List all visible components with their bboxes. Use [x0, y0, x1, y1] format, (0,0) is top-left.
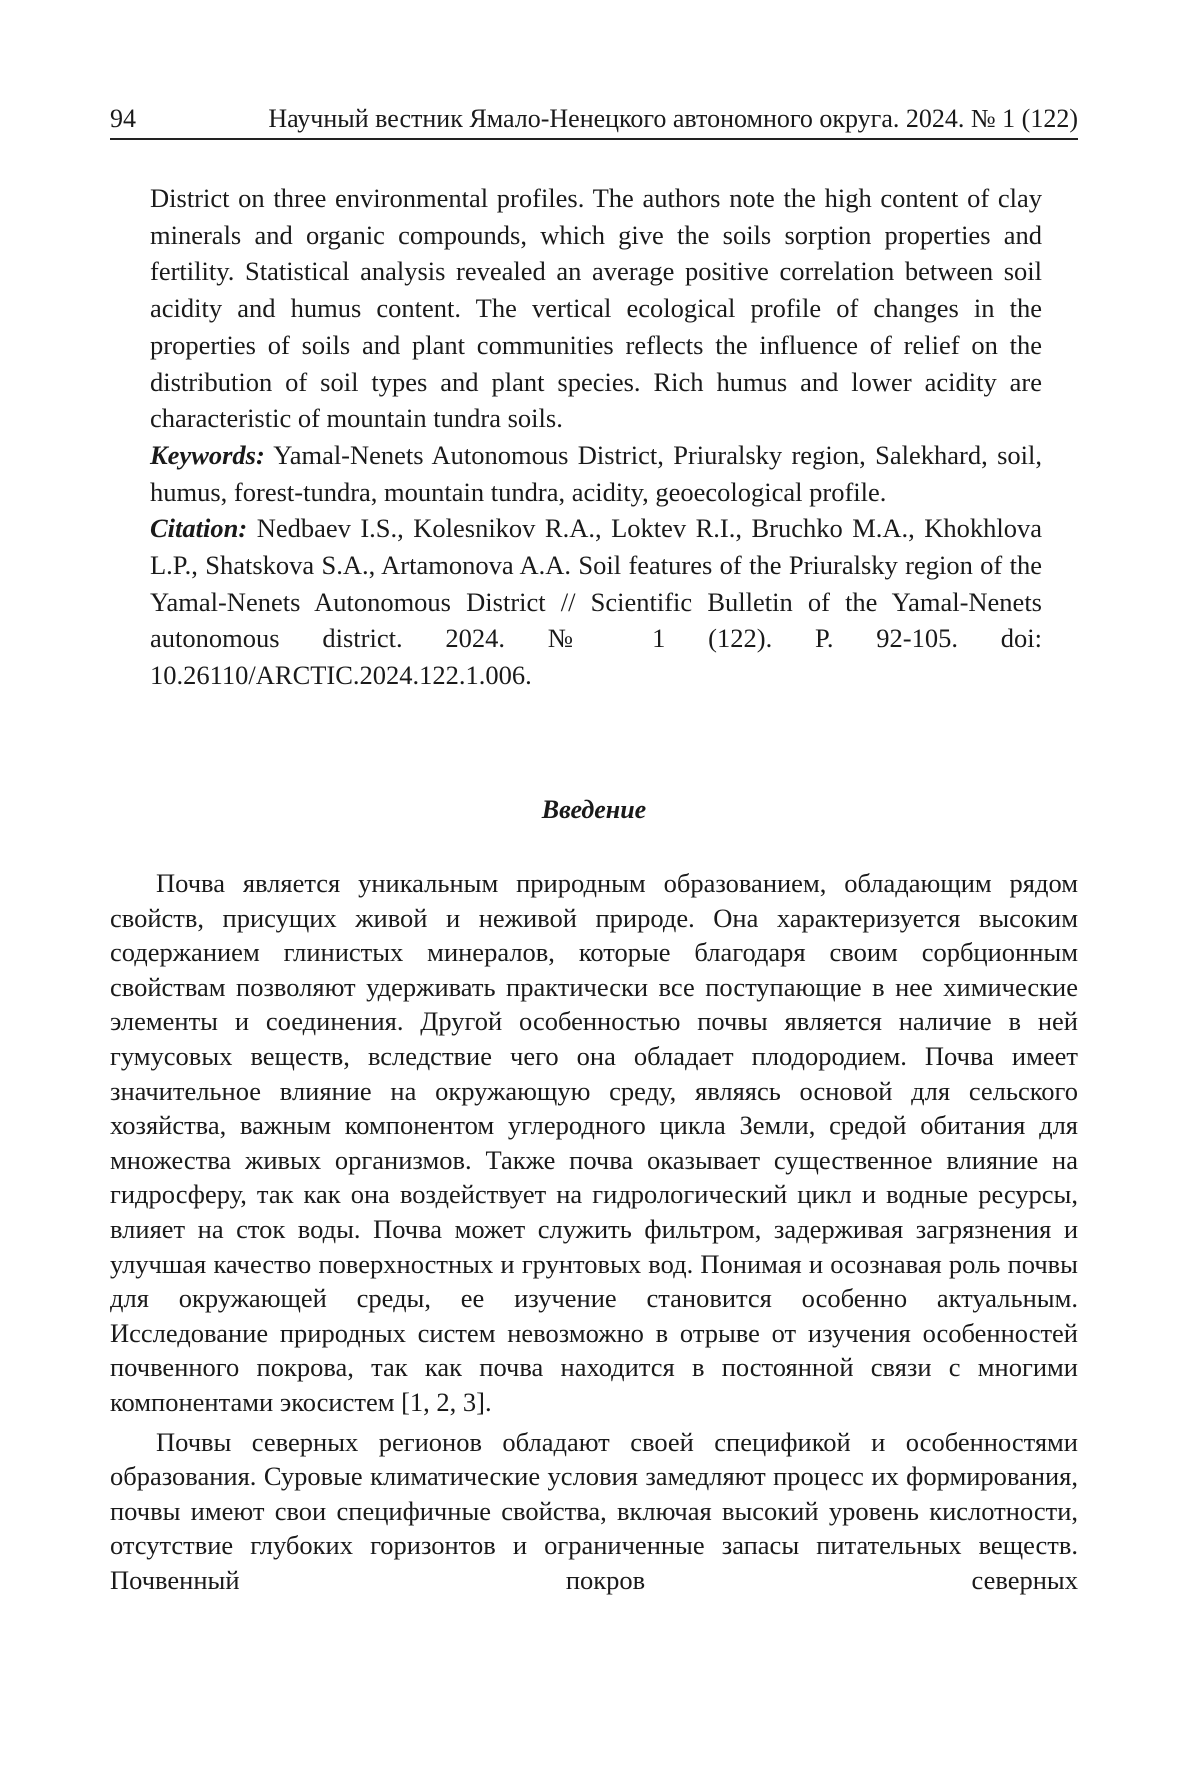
keywords-paragraph	[150, 437, 1042, 510]
abstract-block	[150, 180, 1042, 694]
running-header	[110, 104, 1078, 140]
keywords-text: Yamal-Nenets Autonomous District, Priuralsky region, Salekhard, soil, humus, forest-tundra, mountain tundra, acidity, geoecological profile.	[150, 439, 1042, 507]
body-paragraph-2: Почвы северных регионов обладают своей спецификой и особенностями образования. Суровые климатические условия замедляют процесс их формирования, почвы имеют свои специфичные свойства, включая высокий уровень кислотности, отсутствие глубоких горизонтов и ограниченные запасы питательных веществ. Почвенный покров северных	[110, 1426, 1078, 1595]
section-heading: Введение	[541, 795, 647, 824]
citation-paragraph	[150, 510, 1042, 694]
citation-label: Citation:	[150, 513, 248, 544]
citation-text: Nedbaev I.S., Kolesnikov R.A., Loktev R.I., Bruchko M.A., Khokhlova L.P., Shatskova S.A., Artamonova A.A. Soil features of the Priuralsky region of the Yamal-Nenets Autonomous District // Scientific Bulletin of the Yamal-Nenets autonomous district. 2024. № 1 (122). P. 92-105. doi: 10.26110/ARCTIC.2024.122.1.006.	[150, 513, 1043, 691]
journal-title: Научный вестник Ямало-Ненецкого автономного округа. 2024. № 1 (122)	[268, 104, 1078, 133]
body-text	[110, 866, 1078, 1602]
keywords-label: Keywords:	[150, 439, 265, 470]
body-paragraph-1: Почва является уникальным природным образованием, обладающим рядом свойств, присущих живой и неживой природе. Она характеризуется высоким содержанием глинистых минералов, которые благодаря своим сорбционным свойствам позволяют удерживать практически все поступающие в нее химические элементы и соединения. Другой особенностью почвы является наличие в ней гумусовых веществ, вследствие чего она обладает плодородием. Почва имеет значительное влияние на окружающую среду, являясь основой для сельского хозяйства, важным компонентом углеродного цикла Земли, средой обитания для множества живых организмов. Также почва оказывает существенное влияние на гидросферу, так как она воздействует на гидрологический цикл и водные ресурсы, влияет на сток воды. Почва может служить фильтром, задерживая загрязнения и улучшая качество поверхностных и грунтовых вод. Понимая и осознавая роль почвы для окружающей среды, ее изучение становится особенно актуальным. Исследование природных систем невозможно в отрыве от изучения особенностей почвенного покрова, так как почва находится в постоянной связи с многими компонентами экосистем [1, 2, 3].	[110, 868, 1078, 1417]
abstract-text: District on three environmental profiles. The authors note the high content of clay minerals and organic compounds, which give the soils sorption properties and fertility. Statistical analysis revealed an average positive correlation between soil acidity and humus content. The vertical ecological profile of changes in the properties of soils and plant communities reflects the influence of relief on the distribution of soil types and plant species. Rich humus and lower acidity are characteristic of mountain tundra soils.	[150, 183, 1042, 434]
page-number: 94	[110, 104, 136, 133]
